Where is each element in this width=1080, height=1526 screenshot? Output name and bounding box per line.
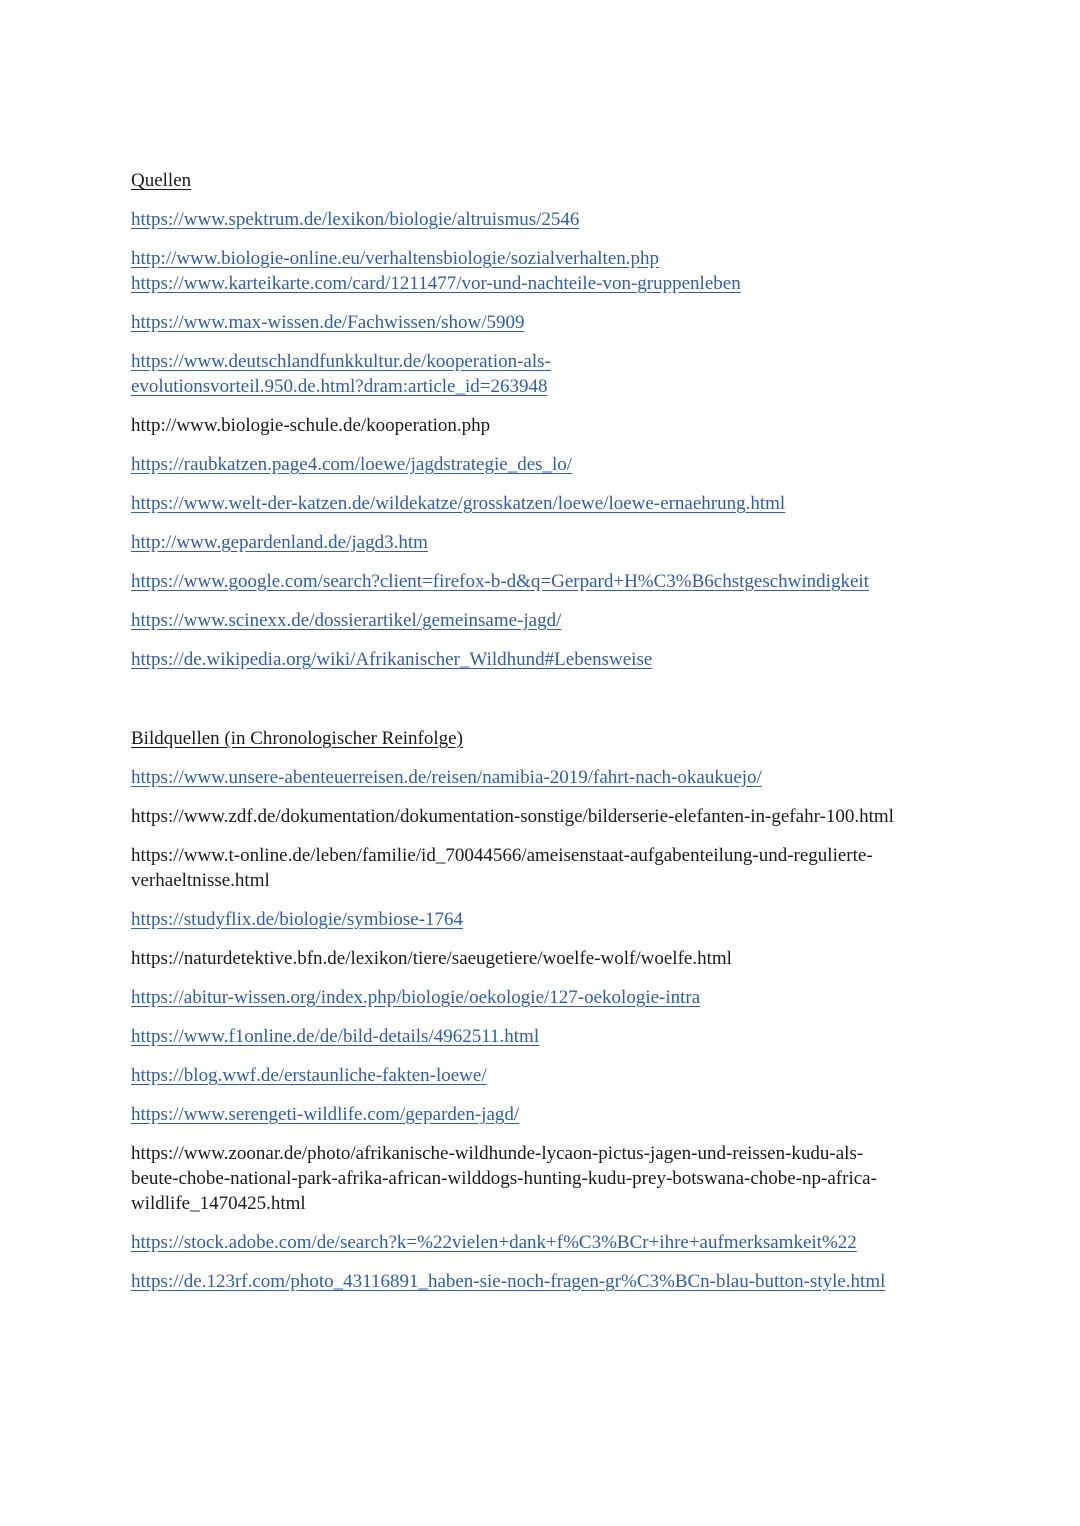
quellen-list <box>131 207 951 672</box>
source-line[interactable]: https://studyflix.de/biologie/symbiose-1764 <box>131 909 463 930</box>
source-line[interactable]: https://www.welt-der-katzen.de/wildekatze/grosskatzen/loewe/loewe-ernaehrung.html <box>131 493 786 514</box>
source-entry[interactable] <box>131 349 951 399</box>
source-entry[interactable] <box>131 985 951 1010</box>
source-line[interactable]: https://blog.wwf.de/erstaunliche-fakten-loewe/ <box>131 1065 487 1086</box>
bildquellen-list <box>131 765 951 1294</box>
source-line: https://naturdetektive.bfn.de/lexikon/tiere/saeugetiere/woelfe-wolf/woelfe.html <box>131 948 732 969</box>
source-line[interactable]: https://www.f1online.de/de/bild-details/4962511.html <box>131 1026 540 1047</box>
source-entry[interactable] <box>131 1269 951 1294</box>
source-line[interactable]: evolutionsvorteil.950.de.html?dram:article_id=263948 <box>131 376 548 397</box>
source-line: wildlife_1470425.html <box>131 1193 306 1214</box>
source-line[interactable]: https://de.wikipedia.org/wiki/Afrikanischer_Wildhund#Lebensweise <box>131 649 653 670</box>
source-link[interactable] <box>131 610 561 631</box>
source-text <box>131 948 732 969</box>
source-entry[interactable] <box>131 1024 951 1049</box>
source-line[interactable]: https://raubkatzen.page4.com/loewe/jagdstrategie_des_lo/ <box>131 454 573 475</box>
source-entry[interactable] <box>131 310 951 335</box>
source-entry[interactable] <box>131 207 951 232</box>
source-entry <box>131 1141 951 1216</box>
source-line: https://www.t-online.de/leben/familie/id_70044566/ameisenstaat-aufgabenteilung-und-regulierte- <box>131 845 873 866</box>
source-link[interactable] <box>131 571 869 592</box>
source-link[interactable] <box>131 1065 487 1086</box>
source-link[interactable] <box>131 1232 857 1253</box>
source-entry <box>131 804 951 829</box>
source-entry[interactable] <box>131 569 951 594</box>
source-line: verhaeltnisse.html <box>131 870 270 891</box>
source-link[interactable] <box>131 493 785 514</box>
source-line: https://www.zdf.de/dokumentation/dokumentation-sonstige/bilderserie-elefanten-in-gefahr-100.html <box>131 806 894 827</box>
source-link[interactable] <box>131 987 700 1008</box>
source-link[interactable] <box>131 209 579 230</box>
source-entry[interactable] <box>131 608 951 633</box>
source-link[interactable] <box>131 767 762 788</box>
source-entry[interactable] <box>131 1063 951 1088</box>
source-link[interactable] <box>131 1271 885 1292</box>
source-line[interactable]: https://www.google.com/search?client=firefox-b-d&q=Gerpard+H%C3%B6chstgeschwindigkeit <box>131 571 869 592</box>
source-entry[interactable] <box>131 246 951 271</box>
source-line[interactable]: http://www.biologie-online.eu/verhaltensbiologie/sozialverhalten.php <box>131 248 660 269</box>
source-entry[interactable] <box>131 907 951 932</box>
source-entry[interactable] <box>131 491 951 516</box>
source-line[interactable]: https://www.unsere-abenteuerreisen.de/reisen/namibia-2019/fahrt-nach-okaukuejo/ <box>131 767 762 788</box>
source-link[interactable] <box>131 532 428 553</box>
source-entry[interactable] <box>131 765 951 790</box>
source-link[interactable] <box>131 649 652 670</box>
source-text <box>131 415 490 436</box>
source-link[interactable] <box>131 1104 519 1125</box>
source-line[interactable]: https://www.spektrum.de/lexikon/biologie/altruismus/2546 <box>131 209 580 230</box>
source-entry[interactable] <box>131 271 951 296</box>
source-link[interactable] <box>131 1026 539 1047</box>
source-line[interactable]: https://www.deutschlandfunkkultur.de/kooperation-als- <box>131 351 551 372</box>
source-line[interactable]: https://www.karteikarte.com/card/1211477/vor-und-nachteile-von-gruppenleben <box>131 273 741 294</box>
source-entry[interactable] <box>131 530 951 555</box>
source-line[interactable]: https://de.123rf.com/photo_43116891_haben-sie-noch-fragen-gr%C3%BCn-blau-button-style.html <box>131 1271 886 1292</box>
source-text <box>131 806 894 827</box>
source-line[interactable]: https://abitur-wissen.org/index.php/biologie/oekologie/127-oekologie-intra <box>131 987 701 1008</box>
source-entry[interactable] <box>131 1102 951 1127</box>
source-line[interactable]: http://www.gepardenland.de/jagd3.htm <box>131 532 428 553</box>
source-text <box>131 1143 877 1214</box>
source-entry <box>131 946 951 971</box>
source-line: https://www.zoonar.de/photo/afrikanische-wildhunde-lycaon-pictus-jagen-und-reissen-kudu-als- <box>131 1143 864 1164</box>
source-line[interactable]: https://www.scinexx.de/dossierartikel/gemeinsame-jagd/ <box>131 610 562 631</box>
source-line[interactable]: https://stock.adobe.com/de/search?k=%22vielen+dank+f%C3%BCr+ihre+aufmerksamkeit%22 <box>131 1232 857 1253</box>
source-link[interactable] <box>131 909 463 930</box>
source-link[interactable] <box>131 351 551 397</box>
source-line: http://www.biologie-schule.de/kooperation.php <box>131 415 491 436</box>
source-link[interactable] <box>131 248 659 269</box>
source-link[interactable] <box>131 273 741 294</box>
source-line: beute-chobe-national-park-afrika-african-wilddogs-hunting-kudu-prey-botswana-chobe-np-africa- <box>131 1168 877 1189</box>
source-entry <box>131 413 951 438</box>
source-link[interactable] <box>131 454 572 475</box>
bildquellen-heading: Bildquellen (in Chronologischer Reinfolge) <box>131 728 463 749</box>
quellen-heading: Quellen <box>131 170 192 191</box>
document-page <box>131 168 951 1308</box>
source-line[interactable]: https://www.max-wissen.de/Fachwissen/show/5909 <box>131 312 525 333</box>
source-link[interactable] <box>131 312 525 333</box>
source-entry[interactable] <box>131 1230 951 1255</box>
source-entry <box>131 843 951 893</box>
source-line[interactable]: https://www.serengeti-wildlife.com/geparden-jagd/ <box>131 1104 520 1125</box>
source-entry[interactable] <box>131 452 951 477</box>
source-entry[interactable] <box>131 647 951 672</box>
source-text <box>131 845 873 891</box>
